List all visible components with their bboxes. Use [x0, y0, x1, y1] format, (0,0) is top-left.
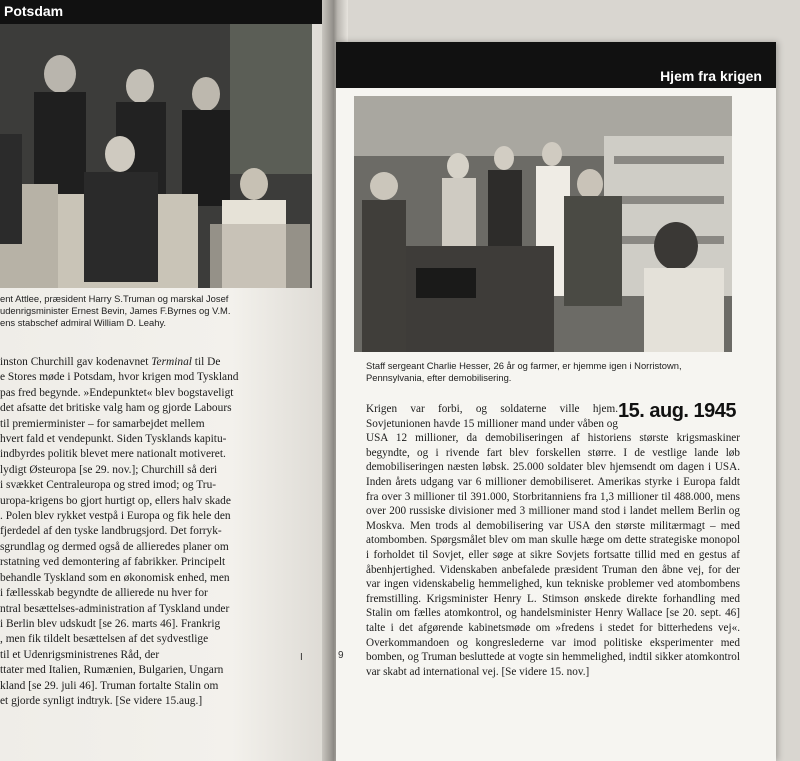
- body-line: , men fik tildelt besættelsen af det sydvestlige: [0, 633, 209, 646]
- left-margin-marker: I: [300, 652, 303, 663]
- hesser-homecoming-photo: [354, 96, 732, 352]
- body-line: kland [se 29. juli 46]. Truman fortalte Stalin om: [0, 679, 219, 692]
- right-page-header: Hjem fra krigen: [660, 68, 762, 84]
- right-page: [336, 42, 776, 761]
- body-line: i fællesskab begyndte de allierede nu hver for: [0, 587, 208, 600]
- body-line: i svækket Centraleuropa og stred imod; og Tru-: [0, 479, 217, 492]
- left-photo-caption: [0, 293, 312, 329]
- body-line: uropa-krigens bo gjort hurtigt op, ellers halv skade: [0, 494, 231, 507]
- body-line: . Polen blev rykket vestpå i Europa og fik hele den: [0, 510, 231, 523]
- body-line: til et Udenrigsministrenes Råd, der: [0, 648, 160, 661]
- body-line: inston Churchill gav kodenavnet Terminal til De: [0, 356, 221, 368]
- caption-line: udenrigsminister Ernest Bevin, James F.Byrnes og V.M.: [0, 305, 231, 316]
- body-line: lydigt Østeuropa [se 29. nov.]; Churchill så deri: [0, 463, 218, 476]
- potsdam-conference-photo: [0, 24, 312, 288]
- body-line: e Stores møde i Potsdam, hvor krigen mod Tyskland: [0, 371, 239, 384]
- body-line: indbyrdes politik blevet mere nationalt motiveret.: [0, 448, 226, 461]
- body-line: det afsatte det britiske valg ham og gjorde Labours: [0, 402, 232, 415]
- body-line: i Berlin blev udskudt [se 26. marts 46]. Frankrig: [0, 617, 221, 630]
- left-body-text: [0, 355, 322, 709]
- body-line: rstatning ved demontering af fabrikker. Principelt: [0, 556, 226, 569]
- body-line: et gjorde synligt indtryk. [Se videre 15.aug.]: [0, 694, 203, 707]
- body-line: sgrundlag og dermed også de allieredes planer om: [0, 540, 229, 553]
- body-line: ntral besættelses-administration af Tyskland under: [0, 602, 230, 615]
- right-page-number: 9: [338, 650, 344, 661]
- body-line: ttater med Italien, Rumænien, Bulgarien, Ungarn: [0, 664, 224, 677]
- right-body-text: Krigen var forbi, og soldaterne ville hjem. Sovjetunionen havde 15 millioner mand under våben og USA 12 millioner, da demobiliseringen af historiens største krigsmaskiner begyndte, og i rivende fart blev forskellen større. I de vestlige lande løb demobiliseringen næsten løbsk. 25.000 soldater blev hjemsendt om dagen i USA. Inden årets udgang var 6 millioner demobiliseret. Amerikas styrke i Europa faldt fra over 3 millioner til 391.000, Storbritanniens fra 1,3 millioner til 488.000, mens over 200 russiske divisioner med 3 millioner mand stod i landet mellem Berlin og Moskva. Men trods al demobilisering var USA den største militærmagt – med atombomben. Spørgsmålet blev om man skulle hæge om dette strategiske monopol i forholdet til Sovjet, eller søge at sikre Sovjets fortsatte tillid med en gestus af åbenhjertighed. Videnskaben anbefalede præsident Truman den åbne vej, for der var ingen videnskabelig hemmelighed, kun tekniske problemer ved atombombens fremstilling. Krigsminister Henry L. Stimson ønskede direkte forhandling med Stalin om fælles atomkontrol, og handelsminister Henry Wallace [se 20. sept. 46] talte i det afgørende kabinetsmøde om »fredens i stedet for bitterhedens vej«. Overkommandoen og kongreslederne var imod politiske eksperimenter med bomben, og Truman besluttede at vogte sin hemmelighed, indtil sikker atomkontrol var skabt ad international vej. [Se videre 15. nov.]: [366, 403, 740, 678]
- left-page-header: Potsdam: [4, 3, 64, 19]
- left-page: [0, 0, 332, 761]
- date-heading: 15. aug. 1945: [618, 400, 737, 422]
- body-line: fjerdedel af den tyske landbrugsjord. Det forryk-: [0, 525, 222, 538]
- right-photo-caption: Staff sergeant Charlie Hesser, 26 år og farmer, er hjemme igen i Norristown, Pennsylvania, efter demobilisering.: [366, 360, 682, 383]
- body-line: behandle Tyskland som en økonomisk enhed, men: [0, 571, 230, 584]
- potsdam-photo-figures: [0, 24, 312, 288]
- body-line: pas fred begynde. »Endepunktet« blev bogstaveligt: [0, 386, 234, 399]
- italic-term-inline: Terminal: [151, 356, 192, 368]
- body-line: til premierminister – for samarbejdet mellem: [0, 417, 205, 430]
- caption-line: ens stabschef admiral William D. Leahy.: [0, 317, 167, 328]
- caption-line: ent Attlee, præsident Harry S.Truman og marskal Josef: [0, 293, 229, 304]
- homecoming-photo-figures: [354, 96, 732, 352]
- body-line: hvert fald et vendepunkt. Siden Tysklands kapitu-: [0, 433, 227, 446]
